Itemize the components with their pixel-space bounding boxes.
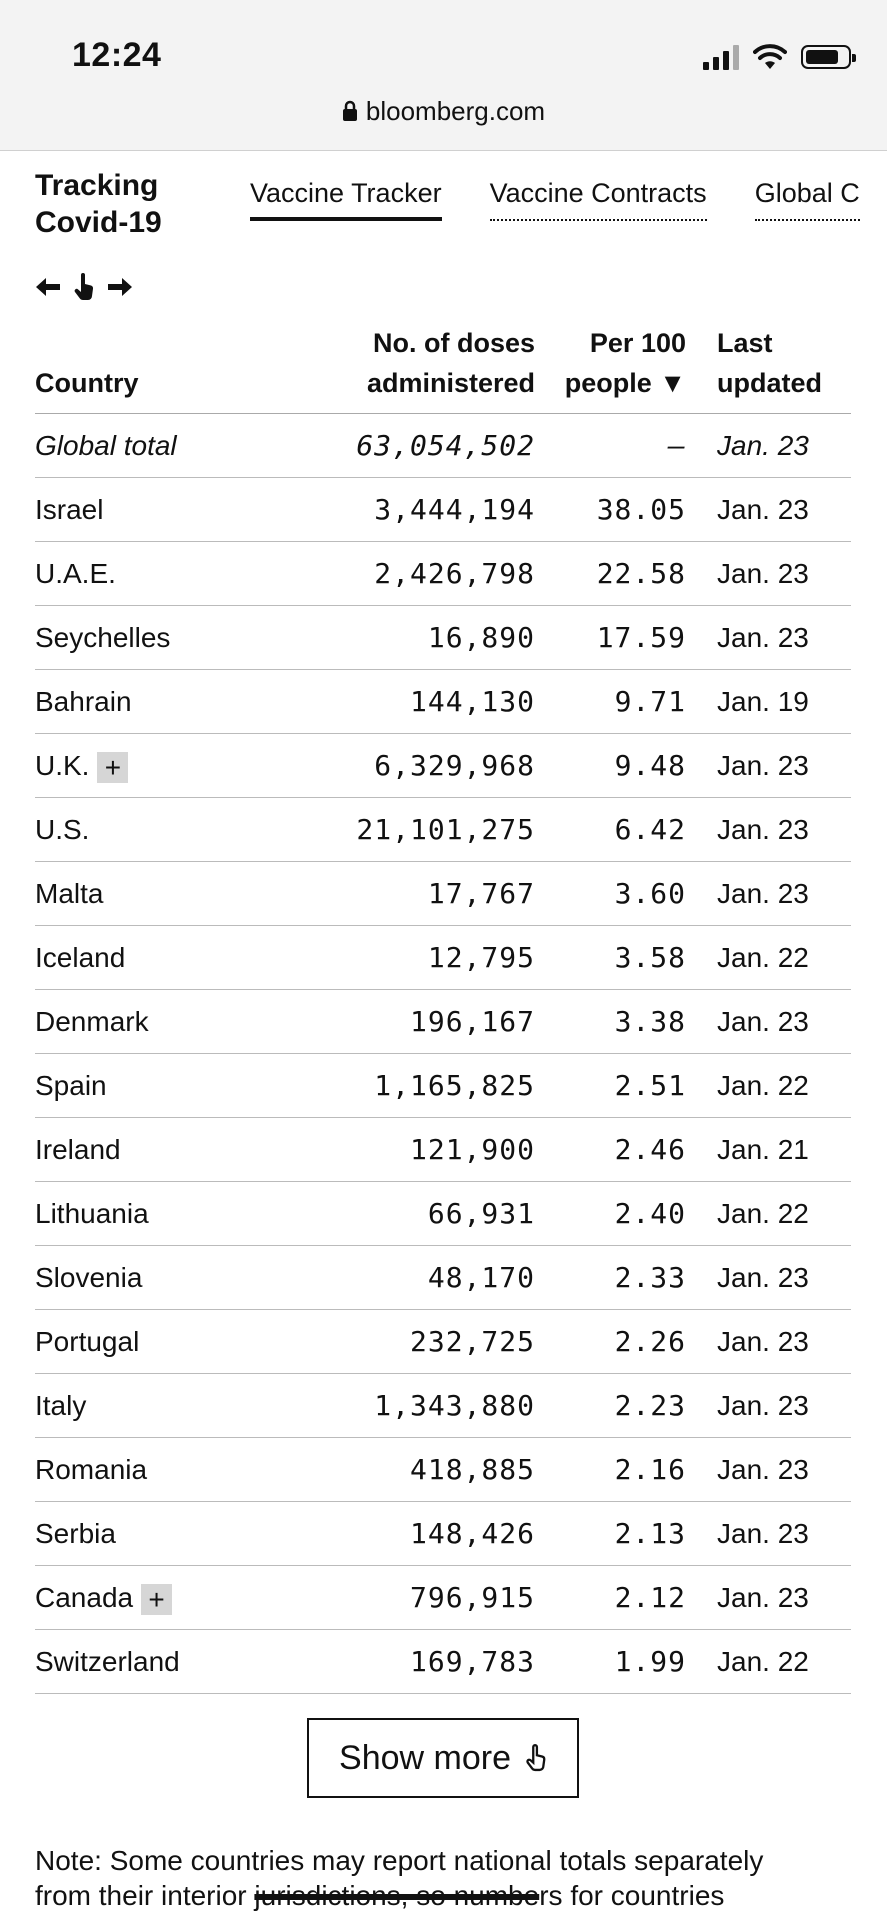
updated-cell: Jan. 23 — [717, 558, 809, 589]
country-cell — [35, 990, 149, 1053]
country-cell — [35, 1310, 139, 1373]
doses-cell: 48,170 — [427, 1261, 535, 1294]
updated-cell: Jan. 23 — [717, 1262, 809, 1293]
table-row — [35, 1310, 851, 1374]
updated-cell: Jan. 23 — [717, 430, 809, 461]
table-row — [35, 1054, 851, 1118]
show-more-label: Show more — [339, 1738, 511, 1777]
browser-chrome — [0, 0, 887, 151]
country-cell: Global total — [35, 430, 177, 461]
country-name: Slovenia — [35, 1262, 143, 1293]
per100-cell: 2.26 — [614, 1325, 686, 1358]
page-title[interactable] — [35, 167, 162, 241]
brand-line-2: Covid-19 — [35, 206, 162, 239]
doses-cell: 169,783 — [409, 1645, 535, 1678]
tab-vaccine-tracker[interactable]: Vaccine Tracker — [250, 178, 442, 221]
table-row — [35, 1246, 851, 1310]
updated-cell: Jan. 22 — [717, 1646, 809, 1677]
expand-button[interactable]: + — [97, 752, 128, 783]
country-cell — [35, 606, 170, 669]
doses-cell: 232,725 — [409, 1325, 535, 1358]
per100-cell: 3.60 — [614, 877, 686, 910]
updated-cell: Jan. 23 — [717, 750, 809, 781]
country-cell — [35, 542, 116, 605]
arrow-left-icon[interactable] — [34, 276, 62, 298]
per100-cell: 2.16 — [614, 1453, 686, 1486]
table-row — [35, 1118, 851, 1182]
country-name: Italy — [35, 1390, 87, 1421]
doses-cell: 148,426 — [409, 1517, 535, 1550]
per100-cell: 9.71 — [614, 685, 686, 718]
country-name: Malta — [35, 878, 104, 909]
country-cell — [35, 1182, 149, 1245]
table-row — [35, 542, 851, 606]
tab-vaccine-contracts[interactable]: Vaccine Contracts — [490, 178, 707, 221]
country-name: Serbia — [35, 1518, 116, 1549]
table-row — [35, 798, 851, 862]
country-name: Ireland — [35, 1134, 121, 1165]
per100-cell: 2.13 — [614, 1517, 686, 1550]
doses-cell: 196,167 — [409, 1005, 535, 1038]
country-cell — [35, 1630, 180, 1693]
doses-cell: 16,890 — [427, 621, 535, 654]
table-row — [35, 926, 851, 990]
doses-cell: 17,767 — [427, 877, 535, 910]
status-icons — [703, 40, 851, 74]
per100-cell: 2.12 — [614, 1581, 686, 1614]
doses-cell: 3,444,194 — [374, 493, 535, 526]
header-per100-line2: people ▼ — [564, 368, 686, 398]
hand-pointer-icon — [72, 272, 96, 302]
doses-cell: 21,101,275 — [356, 813, 535, 846]
country-cell — [35, 1246, 142, 1309]
per100-cell: 3.38 — [614, 1005, 686, 1038]
footnote — [35, 1843, 865, 1913]
per100-cell: 17.59 — [596, 621, 686, 654]
country-name: Denmark — [35, 1006, 149, 1037]
header-doses-line1: No. of doses — [372, 328, 535, 358]
per100-cell: 9.48 — [614, 749, 686, 782]
table-row — [35, 990, 851, 1054]
hand-pointer-icon — [525, 1744, 547, 1772]
updated-cell: Jan. 23 — [717, 494, 809, 525]
table-row — [35, 606, 851, 670]
per100-cell: 2.33 — [614, 1261, 686, 1294]
header-per100[interactable] — [565, 323, 686, 403]
country-name: Spain — [35, 1070, 107, 1101]
footnote-struck-text: jurisdictions, so numbe — [254, 1880, 540, 1911]
country-cell — [35, 862, 103, 925]
doses-cell: 1,343,880 — [374, 1389, 535, 1422]
per100-cell: – — [668, 429, 686, 462]
country-cell — [35, 670, 132, 733]
updated-cell: Jan. 22 — [717, 942, 809, 973]
doses-cell: 796,915 — [409, 1581, 535, 1614]
table-row — [35, 1374, 851, 1438]
updated-cell: Jan. 23 — [717, 1390, 809, 1421]
per100-cell: 2.51 — [614, 1069, 686, 1102]
header-doses-line2: administered — [366, 368, 535, 398]
show-more-button[interactable] — [307, 1718, 579, 1798]
country-cell — [35, 1502, 116, 1565]
country-cell — [35, 1438, 147, 1501]
header-doses[interactable] — [367, 323, 535, 403]
updated-cell: Jan. 23 — [717, 1454, 809, 1485]
footnote-line-2 — [35, 1878, 865, 1913]
table-row — [35, 478, 851, 542]
updated-cell: Jan. 19 — [717, 686, 809, 717]
country-name: U.S. — [35, 814, 90, 845]
country-name: Canada — [35, 1582, 134, 1613]
brand-line-1: Tracking — [35, 169, 159, 202]
battery-icon — [801, 45, 851, 69]
global-total-row — [35, 414, 851, 478]
per100-cell: 2.23 — [614, 1389, 686, 1422]
updated-cell: Jan. 23 — [717, 1326, 809, 1357]
country-cell — [35, 926, 125, 989]
country-cell — [35, 1374, 86, 1437]
country-name: Switzerland — [35, 1646, 180, 1677]
country-name: Israel — [35, 494, 104, 525]
header-country[interactable]: Country — [35, 368, 139, 398]
table-row — [35, 1182, 851, 1246]
arrow-right-icon[interactable] — [106, 276, 134, 298]
vaccine-table — [35, 318, 851, 1694]
table-row — [35, 862, 851, 926]
doses-cell: 63,054,502 — [356, 429, 535, 462]
updated-cell: Jan. 22 — [717, 1070, 809, 1101]
status-time: 12:24 — [72, 36, 162, 74]
per100-cell: 3.58 — [614, 941, 686, 974]
table-row — [35, 1438, 851, 1502]
table-row — [35, 1566, 851, 1630]
country-name: Romania — [35, 1454, 148, 1485]
header-per100-line1: Per 100 — [589, 328, 686, 358]
table-row — [35, 1630, 851, 1694]
table-header — [35, 318, 851, 414]
country-cell — [35, 1054, 107, 1117]
per100-cell: 22.58 — [596, 557, 686, 590]
country-cell — [35, 1118, 121, 1181]
updated-cell: Jan. 23 — [717, 878, 809, 909]
per100-cell: 2.46 — [614, 1133, 686, 1166]
updated-cell: Jan. 23 — [717, 1582, 809, 1613]
doses-cell: 2,426,798 — [374, 557, 535, 590]
updated-cell: Jan. 23 — [717, 814, 809, 845]
country-name: U.K. — [35, 750, 90, 781]
lock-icon — [342, 100, 358, 122]
address-bar[interactable] — [0, 96, 887, 127]
updated-cell: Jan. 23 — [717, 622, 809, 653]
doses-cell: 12,795 — [427, 941, 535, 974]
updated-cell: Jan. 21 — [717, 1134, 809, 1165]
country-name: U.A.E. — [35, 558, 116, 589]
country-name: Lithuania — [35, 1198, 149, 1229]
country-name: Bahrain — [35, 686, 132, 717]
tab-bar — [250, 178, 860, 221]
per100-cell: 6.42 — [614, 813, 686, 846]
url-text: bloomberg.com — [365, 96, 546, 126]
footnote-text: rs for countries — [539, 1880, 725, 1911]
doses-cell: 1,165,825 — [374, 1069, 535, 1102]
wifi-icon — [753, 44, 787, 70]
header-updated-line1: Last — [717, 328, 773, 358]
per100-cell: 1.99 — [614, 1645, 686, 1678]
per100-cell: 2.40 — [614, 1197, 686, 1230]
doses-cell: 418,885 — [409, 1453, 535, 1486]
updated-cell: Jan. 22 — [717, 1198, 809, 1229]
table-row — [35, 1502, 851, 1566]
doses-cell: 121,900 — [409, 1133, 535, 1166]
footnote-line-1: Note: Some countries may report national totals separately — [35, 1845, 764, 1876]
per100-cell: 38.05 — [596, 493, 686, 526]
country-name: Seychelles — [35, 622, 171, 653]
expand-button[interactable]: + — [141, 1584, 172, 1615]
header-last-updated[interactable] — [717, 323, 822, 403]
tab-global[interactable]: Global C — [755, 178, 860, 221]
doses-cell: 6,329,968 — [374, 749, 535, 782]
header-updated-line2: updated — [717, 368, 822, 398]
country-cell — [35, 478, 103, 541]
country-cell — [35, 734, 128, 797]
cellular-signal-icon — [703, 44, 739, 70]
doses-cell: 66,931 — [427, 1197, 535, 1230]
table-row — [35, 670, 851, 734]
updated-cell: Jan. 23 — [717, 1006, 809, 1037]
country-name: Iceland — [35, 942, 126, 973]
scroll-hint — [34, 272, 134, 302]
doses-cell: 144,130 — [409, 685, 535, 718]
table-row — [35, 734, 851, 798]
footnote-text: from their interior — [35, 1880, 255, 1911]
country-cell — [35, 798, 89, 861]
updated-cell: Jan. 23 — [717, 1518, 809, 1549]
country-name: Portugal — [35, 1326, 140, 1357]
country-cell — [35, 1566, 172, 1629]
